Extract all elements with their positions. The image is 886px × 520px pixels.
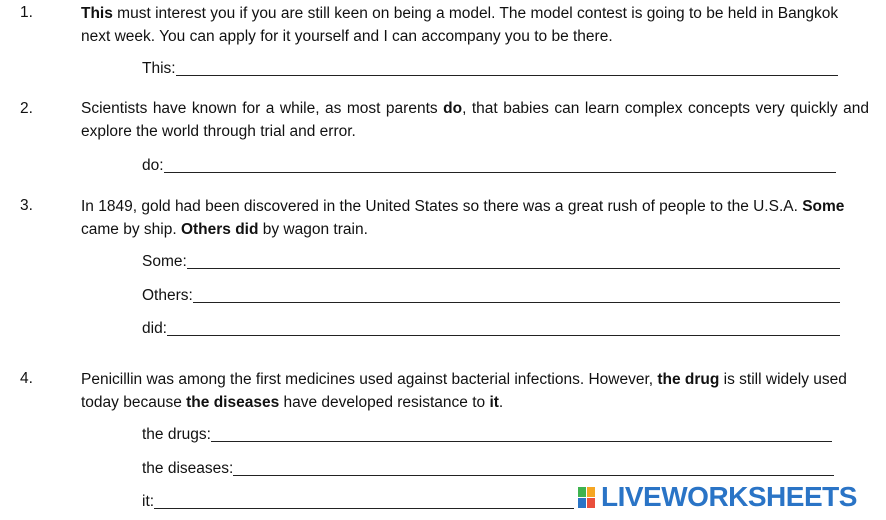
text-run: , that babies can learn complex concepts very quickly and explore the world through trial and error. xyxy=(81,100,870,140)
answer-row xyxy=(142,491,574,511)
logo-mark-icon xyxy=(578,485,598,509)
question-number: 4. xyxy=(20,370,33,387)
question-number: 3. xyxy=(20,197,33,214)
answer-row xyxy=(142,58,838,78)
text-run: In 1849, gold had been discovered in the United States so there was a great rush of people to the U.S.A. xyxy=(81,198,803,215)
answer-field-the-drugs[interactable] xyxy=(211,425,832,442)
answer-field-the-diseases[interactable] xyxy=(233,459,834,476)
text-run: Scientists have known for a while, as most parents xyxy=(81,100,444,117)
answer-row xyxy=(142,155,836,175)
answer-field-it[interactable] xyxy=(154,492,574,509)
text-run: Penicillin was among the first medicines used against bacterial infections. However, xyxy=(81,371,658,388)
question-number: 1. xyxy=(20,4,33,21)
liveworksheets-logo[interactable] xyxy=(578,482,857,512)
key-term: the drug xyxy=(657,371,720,388)
answer-field-some[interactable] xyxy=(187,252,840,269)
answer-label: Others: xyxy=(142,287,193,304)
text-run: is still widely used today because xyxy=(81,371,847,411)
answer-row xyxy=(142,251,840,271)
text-run: must interest you if you are still keen on being a model. The model contest is going to be held in Bangkok next week. You can apply for it yourself and I can accompany you to be there. xyxy=(81,5,839,45)
key-term: do xyxy=(443,100,463,117)
question-text xyxy=(81,368,851,414)
answer-label: did: xyxy=(142,320,167,337)
question-text xyxy=(81,97,869,143)
question-number: 2. xyxy=(20,100,33,117)
answer-row xyxy=(142,458,834,478)
answer-row xyxy=(142,285,840,305)
answer-row xyxy=(142,424,832,444)
key-term: Others did xyxy=(180,221,259,238)
answer-row xyxy=(142,318,840,338)
logo-text: LIVEWORKSHEETS xyxy=(601,481,857,512)
text-run: by wagon train. xyxy=(258,221,368,238)
key-term: the diseases xyxy=(186,394,280,411)
answer-field-do[interactable] xyxy=(164,156,836,173)
answer-label: This: xyxy=(142,60,176,77)
answer-label: Some: xyxy=(142,253,187,270)
answer-label: the drugs: xyxy=(142,426,211,443)
key-term: This xyxy=(81,5,113,22)
text-run: came by ship. xyxy=(81,221,181,238)
text-run: . xyxy=(498,394,504,411)
text-run: have developed resistance to xyxy=(279,394,490,411)
answer-label: the diseases: xyxy=(142,460,234,477)
key-term: it xyxy=(489,394,499,411)
answer-label: do: xyxy=(142,157,164,174)
key-term: Some xyxy=(802,198,845,215)
answer-field-did[interactable] xyxy=(167,319,840,336)
question-text xyxy=(81,2,871,48)
answer-label: it: xyxy=(142,493,155,510)
answer-field-this[interactable] xyxy=(176,59,838,76)
answer-field-others[interactable] xyxy=(193,286,840,303)
question-text xyxy=(81,195,881,241)
